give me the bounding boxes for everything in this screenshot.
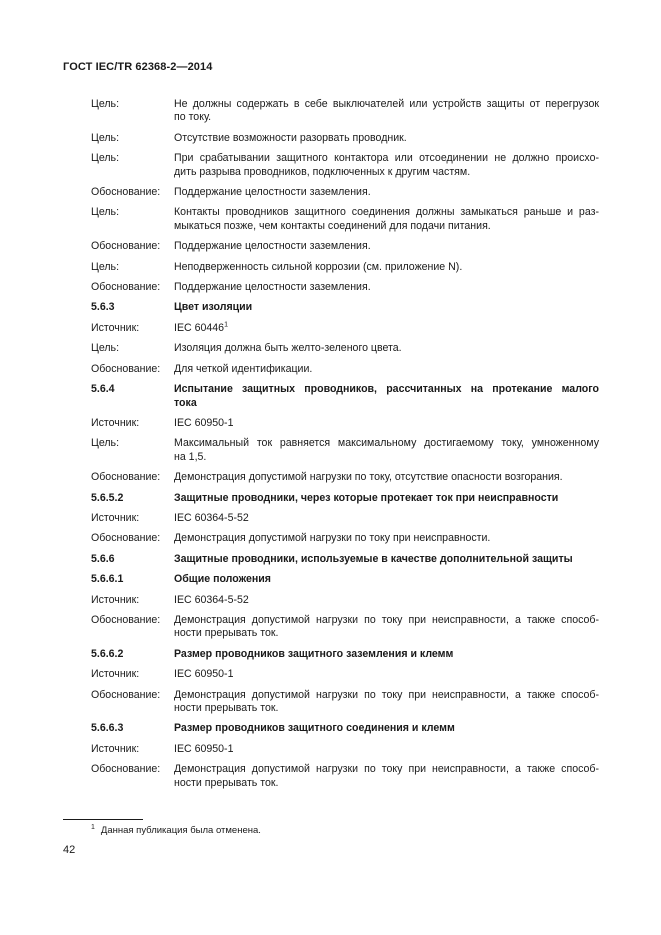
requirement-row <box>0 206 661 233</box>
requirement-row <box>0 668 661 681</box>
text-line: IEC 60364-5-52 <box>174 511 249 524</box>
requirement-row <box>0 594 661 607</box>
requirement-row <box>0 240 661 253</box>
text-line: При срабатывании защитного контактора или отсоединении не должно происхо- <box>174 152 599 165</box>
row-text <box>174 322 599 335</box>
section-heading <box>0 573 661 586</box>
text-line: IEC 60950-1 <box>174 742 234 755</box>
row-label: Обоснование: <box>91 240 161 253</box>
requirement-row <box>0 743 661 756</box>
section-title <box>174 648 599 661</box>
requirement-row <box>0 132 661 145</box>
requirement-row <box>0 342 661 355</box>
text-line: IEC 60950-1 <box>174 416 234 429</box>
row-text <box>174 98 599 125</box>
row-label: Цель: <box>91 98 120 110</box>
text-line: тока <box>174 396 197 409</box>
text-line: Демонстрация допустимой нагрузки по току при неисправности, а также способ- <box>174 688 599 701</box>
row-text <box>174 342 599 355</box>
text-line: Поддержание целостности заземления. <box>174 281 371 294</box>
row-text <box>174 437 599 464</box>
row-label: Источник: <box>91 511 140 524</box>
section-heading <box>0 722 661 735</box>
text-line: ности прерывать ток. <box>174 627 279 640</box>
text-line: на 1,5. <box>174 450 207 463</box>
row-label: Обоснование: <box>91 186 161 199</box>
text-line: Размер проводников защитного заземления и клемм <box>174 647 454 660</box>
row-text <box>174 240 599 253</box>
document-body <box>0 98 661 797</box>
document-header: ГОСТ IEC/TR 62368-2—2014 <box>63 61 213 73</box>
row-text <box>174 281 599 294</box>
text-line: Общие положения <box>174 573 271 586</box>
text-line: Изоляция должна быть желто-зеленого цвета. <box>174 342 402 355</box>
row-text <box>174 689 599 716</box>
text-line: ности прерывать ток. <box>174 776 279 789</box>
section-heading <box>0 301 661 314</box>
row-text <box>174 132 599 145</box>
row-label: Источник: <box>91 321 140 334</box>
text-line: IEC 60950-1 <box>174 668 234 681</box>
requirement-row <box>0 512 661 525</box>
text-line: Поддержание целостности заземления. <box>174 186 371 199</box>
row-label: Обоснование: <box>91 471 161 484</box>
section-title <box>174 553 599 566</box>
row-text <box>174 417 599 430</box>
row-label: Цель: <box>91 260 120 273</box>
footnote-reference: 1 <box>224 321 228 329</box>
section-heading <box>0 553 661 566</box>
text-line: Для четкой идентификации. <box>174 362 313 375</box>
row-label: Источник: <box>91 416 140 429</box>
row-text <box>174 668 599 681</box>
section-heading <box>0 383 661 410</box>
row-text <box>174 206 599 233</box>
row-text <box>174 763 599 790</box>
text-line: IEC 60364-5-52 <box>174 593 249 606</box>
section-number: 5.6.6.2 <box>91 647 124 660</box>
text-line: Цвет изоляции <box>174 301 253 314</box>
row-label: Обоснование: <box>91 613 161 626</box>
row-label: Цель: <box>91 131 120 144</box>
row-label: Обоснование: <box>91 281 161 294</box>
page-number: 42 <box>63 844 76 856</box>
section-number: 5.6.6.1 <box>91 573 124 586</box>
row-label: Обоснование: <box>91 688 161 701</box>
requirement-row <box>0 689 661 716</box>
section-number: 5.6.5.2 <box>91 491 124 504</box>
requirement-row <box>0 98 661 125</box>
requirement-row <box>0 532 661 545</box>
section-number: 5.6.4 <box>91 383 115 396</box>
text-line: Демонстрация допустимой нагрузки по току, отсутствие опасности возгорания. <box>174 471 563 484</box>
row-label: Цель: <box>91 437 120 450</box>
section-title <box>174 301 599 314</box>
section-number: 5.6.6.3 <box>91 722 124 735</box>
text-line: Поддержание целостности заземления. <box>174 240 371 253</box>
text-line: ности прерывать ток. <box>174 702 279 714</box>
row-label: Цель: <box>91 206 120 219</box>
requirement-row <box>0 417 661 430</box>
text-line: Демонстрация допустимой нагрузки по току при неисправности, а также способ- <box>174 613 599 626</box>
footnote-separator <box>63 819 143 820</box>
row-label: Источник: <box>91 593 140 606</box>
requirement-row <box>0 322 661 335</box>
row-text <box>174 614 599 641</box>
row-label: Источник: <box>91 668 140 681</box>
text-line: Демонстрация допустимой нагрузки по току при неисправности. <box>174 532 491 545</box>
requirement-row <box>0 614 661 641</box>
text-line: Не должны содержать в себе выключателей или устройств защиты от перегрузок <box>174 98 599 110</box>
row-text <box>174 594 599 607</box>
requirement-row <box>0 186 661 199</box>
requirement-row <box>0 763 661 790</box>
row-label: Обоснование: <box>91 763 161 776</box>
row-label: Обоснование: <box>91 532 161 545</box>
text-line: Контакты проводников защитного соединения должны замыкаться раньше и раз- <box>174 206 599 219</box>
row-label: Обоснование: <box>91 362 161 375</box>
text-line: мыкаться позже, чем контакты соединений для подачи питания. <box>174 219 491 232</box>
footnote <box>91 825 261 836</box>
text-line: Размер проводников защитного соединения и клемм <box>174 722 455 735</box>
row-text <box>174 152 599 179</box>
text-line: Неподверженность сильной коррозии (см. приложение N). <box>174 260 463 273</box>
requirement-row <box>0 471 661 484</box>
row-label: Цель: <box>91 152 120 165</box>
section-heading <box>0 648 661 661</box>
requirement-row <box>0 281 661 294</box>
text-line: IEC 60446$^1$ <box>174 321 228 334</box>
requirement-row <box>0 261 661 274</box>
row-label: Источник: <box>91 742 140 755</box>
row-text <box>174 743 599 756</box>
section-title <box>174 573 599 586</box>
text-line: Испытание защитных проводников, рассчитанных на протекание малого <box>174 383 599 396</box>
text-line: по току. <box>174 111 212 124</box>
requirement-row <box>0 152 661 179</box>
section-title <box>174 492 599 505</box>
text-line: Демонстрация допустимой нагрузки по току при неисправности, а также способ- <box>174 763 599 776</box>
text-line: Защитные проводники, через которые протекает ток при неисправности <box>174 491 559 504</box>
section-heading <box>0 492 661 505</box>
row-text <box>174 363 599 376</box>
text-line: Отсутствие возможности разорвать проводник. <box>174 131 407 144</box>
row-text <box>174 532 599 545</box>
text-line: Защитные проводники, используемые в качестве дополнительной защиты <box>174 552 573 565</box>
text-line: дить разрыва проводников, подключенных к другим частям. <box>174 165 471 178</box>
row-label: Цель: <box>91 342 120 355</box>
text-line: Максимальный ток равняется максимальному достигаемому току, умноженному <box>174 437 599 450</box>
row-text <box>174 471 599 484</box>
section-title <box>174 383 599 410</box>
section-number: 5.6.6 <box>91 552 115 565</box>
footnote-number: 1 <box>91 823 95 831</box>
requirement-row <box>0 363 661 376</box>
row-text <box>174 186 599 199</box>
row-text <box>174 512 599 525</box>
footnote-text: Данная публикация была отменена. <box>100 825 261 836</box>
row-text <box>174 261 599 274</box>
section-number: 5.6.3 <box>91 301 115 314</box>
requirement-row <box>0 437 661 464</box>
section-title <box>174 722 599 735</box>
